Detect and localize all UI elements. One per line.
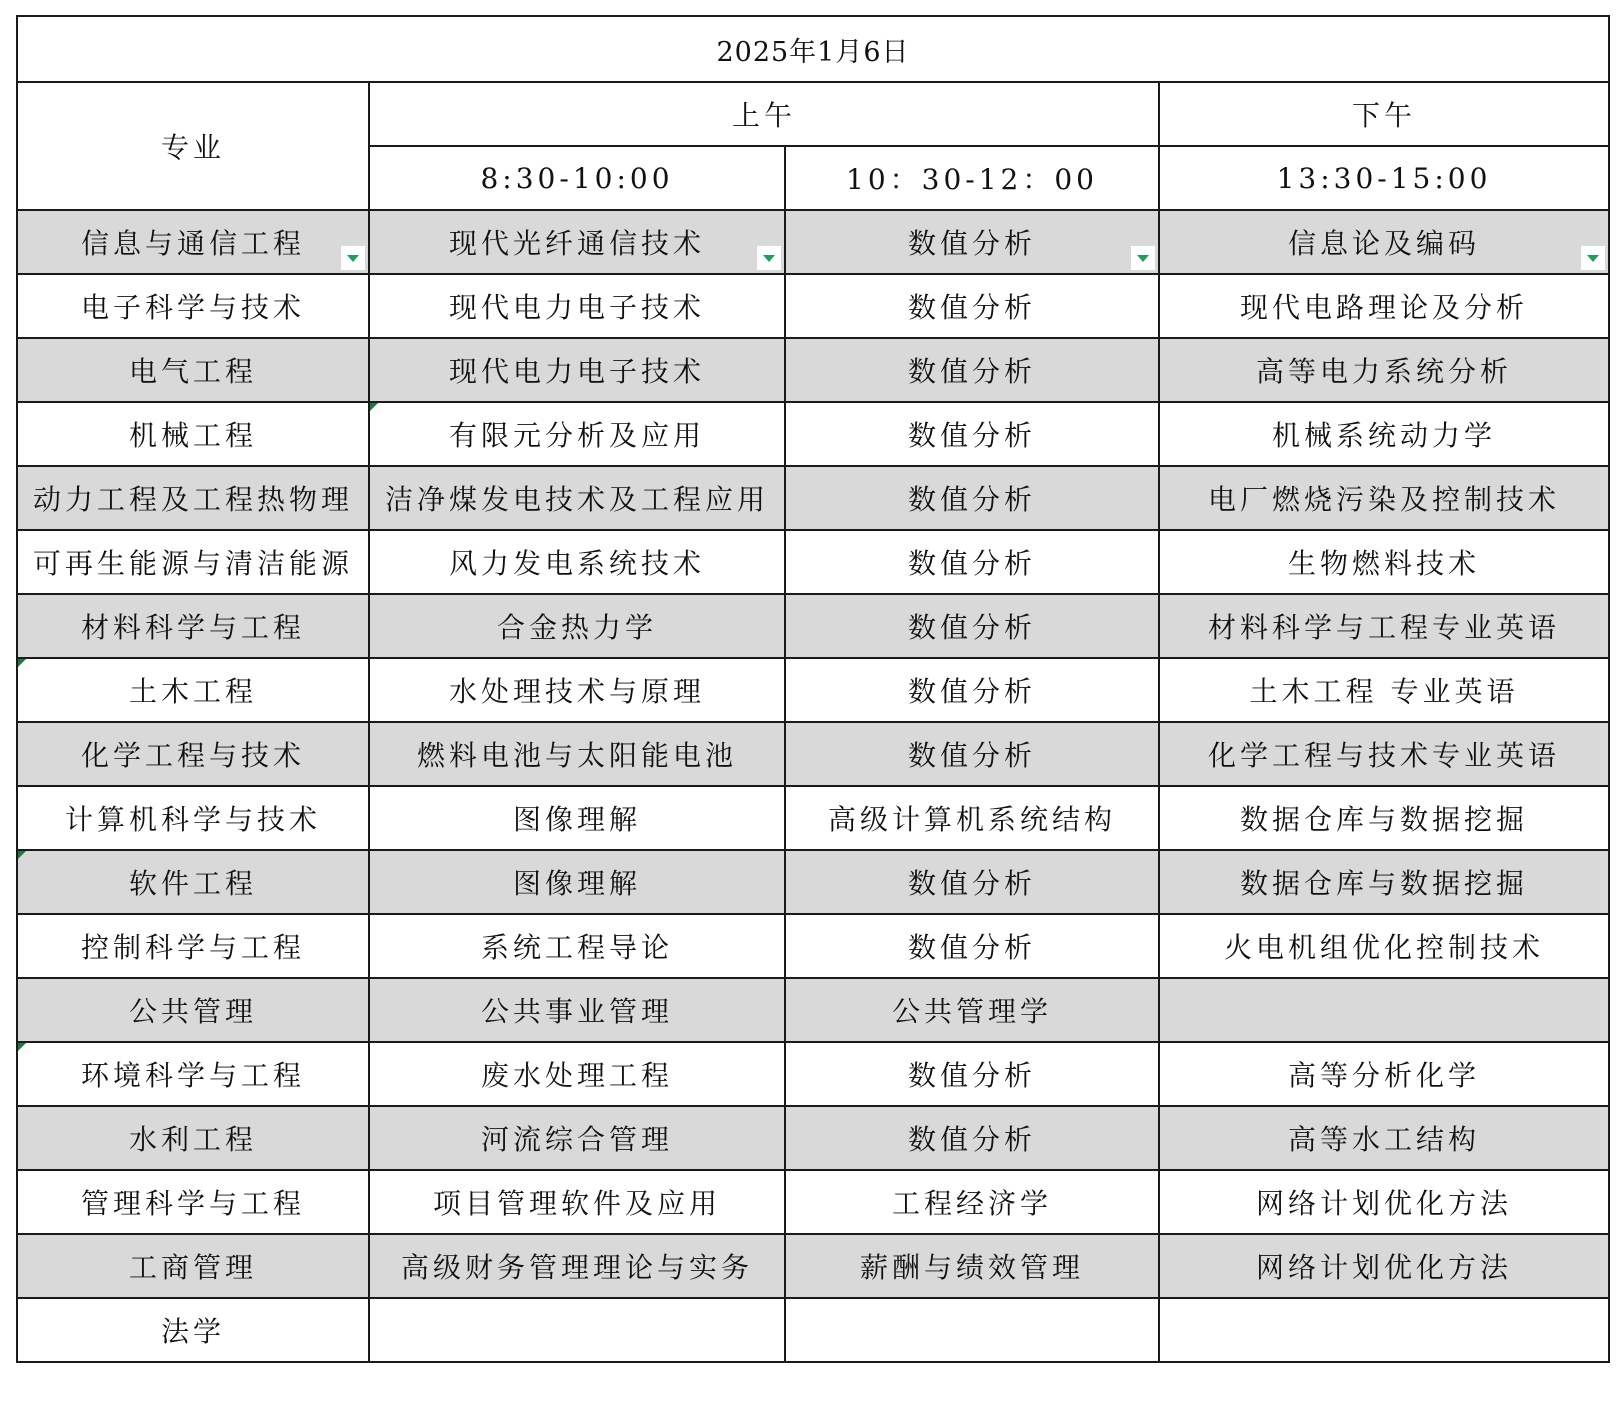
course-label: 公共事业管理	[480, 995, 673, 1028]
table-row	[17, 1170, 1609, 1234]
major-cell[interactable]	[17, 658, 369, 722]
slot2-header-cell[interactable]: 10：30-12：00	[785, 146, 1159, 210]
date-row	[17, 16, 1609, 82]
table-row	[17, 466, 1609, 530]
table-row	[17, 914, 1609, 978]
table-row	[17, 402, 1609, 466]
major-cell[interactable]	[17, 594, 369, 658]
course-label: 高等分析化学	[1288, 1059, 1481, 1092]
course-label: 数值分析	[907, 419, 1036, 452]
slot3-course-cell[interactable]	[1159, 978, 1609, 1042]
major-cell[interactable]	[17, 1234, 369, 1298]
course-label: 数值分析	[907, 739, 1036, 772]
table-row	[17, 786, 1609, 850]
major-label: 材料科学与工程	[80, 611, 305, 644]
major-label: 管理科学与工程	[80, 1187, 305, 1220]
filter-dropdown-icon[interactable]	[757, 246, 781, 270]
slot3-course-cell[interactable]	[1159, 1298, 1609, 1362]
course-label: 燃料电池与太阳能电池	[416, 739, 737, 772]
slot3-course-cell[interactable]	[1159, 1106, 1609, 1170]
table-row	[17, 594, 1609, 658]
table-row	[17, 1298, 1609, 1362]
course-label: 高等电力系统分析	[1256, 355, 1513, 388]
course-label: 公共管理学	[891, 995, 1052, 1028]
course-label: 系统工程导论	[480, 931, 673, 964]
schedule-body	[17, 16, 1609, 1362]
course-label: 数值分析	[907, 931, 1036, 964]
course-label: 项目管理软件及应用	[432, 1187, 721, 1220]
slot2-course-cell[interactable]	[785, 530, 1159, 594]
major-cell[interactable]	[17, 210, 369, 274]
major-label: 公共管理	[128, 995, 257, 1028]
slot1-course-cell[interactable]	[369, 594, 785, 658]
course-label: 图像理解	[512, 867, 641, 900]
course-label: 机械系统动力学	[1272, 419, 1497, 452]
major-label: 环境科学与工程	[80, 1059, 305, 1092]
slot3-course-cell[interactable]	[1159, 530, 1609, 594]
course-label: 数据仓库与数据挖掘	[1240, 867, 1529, 900]
slot2-course-cell[interactable]	[785, 274, 1159, 338]
slot1-course-cell[interactable]	[369, 274, 785, 338]
course-label: 合金热力学	[496, 611, 657, 644]
course-label: 数值分析	[907, 611, 1036, 644]
course-label: 高等水工结构	[1288, 1123, 1481, 1156]
slot1-course-cell[interactable]	[369, 530, 785, 594]
course-label: 现代电路理论及分析	[1240, 291, 1529, 324]
slot1-course-cell[interactable]	[369, 1234, 785, 1298]
major-label: 可再生能源与清洁能源	[32, 547, 353, 580]
major-label: 信息与通信工程	[80, 227, 305, 260]
slot3-course-cell[interactable]	[1159, 338, 1609, 402]
course-label: 水处理技术与原理	[448, 675, 705, 708]
slot2-course-cell[interactable]	[785, 1298, 1159, 1362]
slot2-course-cell[interactable]	[785, 658, 1159, 722]
course-label: 数值分析	[907, 355, 1036, 388]
major-label: 法学	[160, 1315, 225, 1348]
major-cell[interactable]	[17, 722, 369, 786]
slot2-course-cell[interactable]	[785, 1042, 1159, 1106]
slot2-course-cell[interactable]	[785, 978, 1159, 1042]
slot3-course-cell[interactable]	[1159, 466, 1609, 530]
major-label: 计算机科学与技术	[64, 803, 321, 836]
table-row	[17, 210, 1609, 274]
major-cell[interactable]	[17, 1042, 369, 1106]
slot2-course-cell[interactable]	[785, 786, 1159, 850]
major-header-cell[interactable]: 专业	[17, 82, 369, 210]
slot1-header-cell[interactable]: 8:30-10:00	[369, 146, 785, 210]
major-cell[interactable]	[17, 850, 369, 914]
course-label: 信息论及编码	[1288, 227, 1481, 260]
major-label: 土木工程	[128, 675, 257, 708]
table-row	[17, 850, 1609, 914]
slot1-course-cell[interactable]	[369, 466, 785, 530]
major-cell[interactable]	[17, 786, 369, 850]
course-label: 数值分析	[907, 1059, 1036, 1092]
course-label: 高级财务管理理论与实务	[400, 1251, 753, 1284]
major-cell[interactable]	[17, 338, 369, 402]
course-label: 工程经济学	[891, 1187, 1052, 1220]
course-label: 洁净煤发电技术及工程应用	[384, 483, 769, 516]
slot3-course-cell[interactable]	[1159, 1042, 1609, 1106]
date-cell[interactable]: 2025年1月6日	[17, 16, 1609, 82]
slot3-course-cell[interactable]	[1159, 594, 1609, 658]
course-label: 生物燃料技术	[1288, 547, 1481, 580]
slot2-course-cell[interactable]	[785, 722, 1159, 786]
course-label: 网络计划优化方法	[1256, 1187, 1513, 1220]
course-label: 数据仓库与数据挖掘	[1240, 803, 1529, 836]
course-label: 电厂燃烧污染及控制技术	[1208, 483, 1561, 516]
course-label: 现代电力电子技术	[448, 291, 705, 324]
header-row-1	[17, 82, 1609, 146]
major-label: 软件工程	[128, 867, 257, 900]
course-label: 现代电力电子技术	[448, 355, 705, 388]
slot2-course-cell[interactable]	[785, 1234, 1159, 1298]
slot1-course-cell[interactable]	[369, 914, 785, 978]
table-row	[17, 658, 1609, 722]
slot3-course-cell[interactable]	[1159, 274, 1609, 338]
slot2-course-cell[interactable]	[785, 594, 1159, 658]
major-cell[interactable]	[17, 914, 369, 978]
major-label: 控制科学与工程	[80, 931, 305, 964]
major-label: 电子科学与技术	[80, 291, 305, 324]
cell-note-marker-icon	[370, 403, 378, 411]
cell-note-marker-icon	[18, 659, 26, 667]
filter-dropdown-icon[interactable]	[1131, 246, 1155, 270]
table-row	[17, 978, 1609, 1042]
slot2-course-cell[interactable]	[785, 914, 1159, 978]
slot2-course-cell[interactable]	[785, 402, 1159, 466]
slot3-course-cell[interactable]	[1159, 210, 1609, 274]
slot2-course-cell[interactable]	[785, 850, 1159, 914]
slot1-course-cell[interactable]	[369, 210, 785, 274]
major-label: 化学工程与技术	[80, 739, 305, 772]
table-row	[17, 1234, 1609, 1298]
slot1-course-cell[interactable]	[369, 658, 785, 722]
table-row	[17, 1042, 1609, 1106]
filter-dropdown-icon[interactable]	[341, 246, 365, 270]
major-cell[interactable]	[17, 530, 369, 594]
course-label: 数值分析	[907, 1123, 1036, 1156]
afternoon-header-cell[interactable]: 下午	[1159, 82, 1609, 146]
course-label: 数值分析	[907, 483, 1036, 516]
slot3-course-cell[interactable]	[1159, 914, 1609, 978]
course-label: 图像理解	[512, 803, 641, 836]
slot3-header-cell[interactable]: 13:30-15:00	[1159, 146, 1609, 210]
slot2-course-cell[interactable]	[785, 1170, 1159, 1234]
major-label: 水利工程	[128, 1123, 257, 1156]
table-row	[17, 722, 1609, 786]
major-label: 工商管理	[128, 1251, 257, 1284]
course-label: 材料科学与工程专业英语	[1208, 611, 1561, 644]
course-label: 高级计算机系统结构	[827, 803, 1116, 836]
cell-note-marker-icon	[18, 851, 26, 859]
slot1-course-cell[interactable]	[369, 338, 785, 402]
course-label: 数值分析	[907, 291, 1036, 324]
course-label: 数值分析	[907, 675, 1036, 708]
slot1-course-cell[interactable]	[369, 722, 785, 786]
course-label: 土木工程 专业英语	[1249, 675, 1519, 708]
table-row	[17, 1106, 1609, 1170]
major-cell[interactable]	[17, 402, 369, 466]
course-label: 化学工程与技术专业英语	[1208, 739, 1561, 772]
major-label: 机械工程	[128, 419, 257, 452]
course-label: 数值分析	[907, 227, 1036, 260]
morning-header-cell[interactable]: 上午	[369, 82, 1159, 146]
course-label: 数值分析	[907, 867, 1036, 900]
slot3-course-cell[interactable]	[1159, 722, 1609, 786]
course-label: 废水处理工程	[480, 1059, 673, 1092]
slot1-course-cell[interactable]	[369, 978, 785, 1042]
major-cell[interactable]	[17, 274, 369, 338]
slot1-course-cell[interactable]	[369, 1042, 785, 1106]
slot2-course-cell[interactable]	[785, 338, 1159, 402]
slot1-course-cell[interactable]	[369, 786, 785, 850]
course-label: 网络计划优化方法	[1256, 1251, 1513, 1284]
filter-dropdown-icon[interactable]	[1581, 246, 1605, 270]
slot3-course-cell[interactable]	[1159, 658, 1609, 722]
slot1-course-cell[interactable]	[369, 850, 785, 914]
major-cell[interactable]	[17, 466, 369, 530]
major-cell[interactable]	[17, 978, 369, 1042]
slot1-course-cell[interactable]	[369, 402, 785, 466]
course-label: 风力发电系统技术	[448, 547, 705, 580]
major-cell[interactable]	[17, 1298, 369, 1362]
cell-note-marker-icon	[18, 1043, 26, 1051]
slot2-course-cell[interactable]	[785, 1106, 1159, 1170]
slot3-course-cell[interactable]	[1159, 1170, 1609, 1234]
slot1-course-cell[interactable]	[369, 1298, 785, 1362]
slot3-course-cell[interactable]	[1159, 850, 1609, 914]
major-label: 电气工程	[128, 355, 257, 388]
slot2-course-cell[interactable]	[785, 466, 1159, 530]
major-cell[interactable]	[17, 1170, 369, 1234]
table-row	[17, 338, 1609, 402]
course-label: 数值分析	[907, 547, 1036, 580]
course-label: 火电机组优化控制技术	[1224, 931, 1545, 964]
exam-schedule-table	[16, 15, 1610, 1363]
course-label: 有限元分析及应用	[448, 419, 705, 452]
major-cell[interactable]	[17, 1106, 369, 1170]
slot2-course-cell[interactable]	[785, 210, 1159, 274]
slot3-course-cell[interactable]	[1159, 786, 1609, 850]
course-label: 河流综合管理	[480, 1123, 673, 1156]
course-label: 现代光纤通信技术	[448, 227, 705, 260]
major-label: 动力工程及工程热物理	[32, 483, 353, 516]
slot3-course-cell[interactable]	[1159, 1234, 1609, 1298]
slot1-course-cell[interactable]	[369, 1106, 785, 1170]
slot3-course-cell[interactable]	[1159, 402, 1609, 466]
table-row	[17, 274, 1609, 338]
slot1-course-cell[interactable]	[369, 1170, 785, 1234]
table-row	[17, 530, 1609, 594]
course-label: 薪酬与绩效管理	[859, 1251, 1084, 1284]
